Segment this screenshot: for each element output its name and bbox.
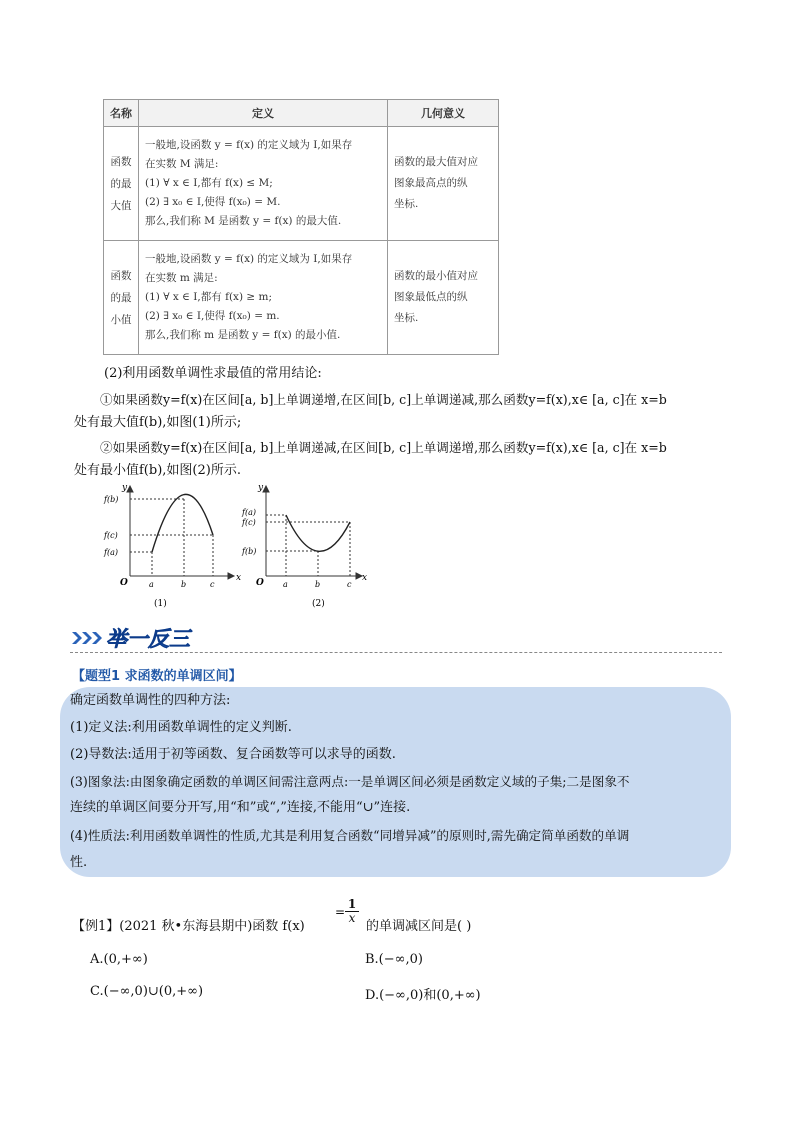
- figure-1-max: [100, 484, 240, 612]
- x-axis-label: x: [236, 573, 242, 583]
- table-row: [104, 127, 499, 241]
- conclusion-item-2: ②如果函数y=f(x)在区间[a, b]上单调递减,在区间[b, c]上单调递增,那么函数y=f(x),x∈ [a, c]在 x=b: [100, 440, 667, 455]
- y-axis-label: y: [122, 483, 128, 493]
- header-geometry: 几何意义: [388, 100, 499, 127]
- figure-caption: (1): [154, 599, 167, 609]
- example-question: [72, 915, 305, 934]
- definition-table: [103, 99, 499, 355]
- tick-label: a: [283, 580, 288, 589]
- origin-label: O: [120, 578, 128, 588]
- fraction-numerator: 1: [345, 898, 359, 912]
- option-a[interactable]: A.(0,+∞): [90, 952, 148, 967]
- tick-label: f(a): [242, 508, 256, 517]
- conclusion-heading: (2)利用函数单调性求最值的常用结论:: [104, 366, 322, 381]
- methods-intro: 确定函数单调性的四种方法:: [70, 693, 231, 708]
- y-axis-label: y: [258, 483, 264, 493]
- tick-label: b: [181, 580, 187, 589]
- example-prefix: 【例1】(2021 秋•东海县期中)函数 f(x): [72, 919, 305, 934]
- conclusion-item-1: ①如果函数y=f(x)在区间[a, b]上单调递增,在区间[b, c]上单调递减,那么函数y=f(x),x∈ [a, c]在 x=b: [100, 392, 667, 407]
- topic-label: 【题型1 求函数的单调区间】: [72, 669, 242, 684]
- row-geometry: 函数的最大值对应 图象最高点的纵 坐标.: [388, 127, 499, 241]
- header-definition: 定义: [139, 100, 388, 127]
- example-suffix: 的单调减区间是( ): [366, 919, 472, 934]
- method-4: (4)性质法:利用函数单调性的性质,尤其是利用复合函数“同增异减”的原则时,需先确定简单函数的单调: [70, 828, 630, 843]
- method-1: (1)定义法:利用函数单调性的定义判断.: [70, 720, 292, 735]
- tick-label: f(b): [104, 495, 119, 504]
- tick-label: c: [347, 580, 352, 589]
- conclusion-item-2-cont: 处有最小值f(b),如图(2)所示.: [74, 463, 241, 478]
- banner-text: 举一反三: [106, 626, 190, 651]
- method-2: (2)导数法:适用于初等函数、复合函数等可以求导的函数.: [70, 747, 396, 762]
- option-b[interactable]: B.(−∞,0): [365, 952, 423, 967]
- figure-caption: (2): [312, 599, 325, 609]
- tick-label: f(c): [242, 518, 256, 527]
- method-3-cont: 连续的单调区间要分开写,用“和”或“,”连接,不能用“∪”连接.: [70, 800, 411, 815]
- tick-label: b: [315, 580, 321, 589]
- figure-2-min: [242, 484, 372, 612]
- method-3: (3)图象法:由图象确定函数的单调区间需注意两点:一是单调区间必须是函数定义域的子集;二是图象不: [70, 774, 630, 789]
- table-row: [104, 241, 499, 355]
- equals-sign: =: [335, 905, 346, 919]
- section-banner: [70, 622, 210, 652]
- row-definition: 一般地,设函数 y = f(x) 的定义域为 I,如果存 在实数 M 满足: (1) ∀ x ∈ I,都有 f(x) ≤ M; (2) ∃ x₀ ∈ I,使得 f(x₀) = M. 那么,我们称 M 是函数 y = f(x) 的最大值.: [139, 127, 388, 241]
- row-geometry: 函数的最小值对应 图象最低点的纵 坐标.: [388, 241, 499, 355]
- row-definition: 一般地,设函数 y = f(x) 的定义域为 I,如果存 在实数 m 满足: (1) ∀ x ∈ I,都有 f(x) ≥ m; (2) ∃ x₀ ∈ I,使得 f(x₀) = m. 那么,我们称 m 是函数 y = f(x) 的最小值.: [139, 241, 388, 355]
- option-c[interactable]: C.(−∞,0)∪(0,+∞): [90, 984, 204, 999]
- header-name: 名称: [104, 100, 139, 127]
- tick-label: f(a): [104, 548, 118, 557]
- conclusion-item-1-cont: 处有最大值f(b),如图(1)所示;: [74, 415, 242, 430]
- tick-label: a: [149, 580, 154, 589]
- tick-label: f(b): [242, 547, 257, 556]
- fraction-denominator: x: [348, 911, 356, 925]
- tick-label: c: [210, 580, 215, 589]
- divider: [70, 652, 722, 653]
- origin-label: O: [256, 578, 264, 588]
- tick-label: f(c): [104, 531, 118, 540]
- fraction: [335, 897, 359, 925]
- x-axis-label: x: [362, 573, 368, 583]
- row-name: 函数 的最 大值: [104, 127, 139, 241]
- option-d[interactable]: D.(−∞,0)和(0,+∞): [365, 988, 481, 1003]
- row-name: 函数 的最 小值: [104, 241, 139, 355]
- method-4-cont: 性.: [70, 855, 88, 870]
